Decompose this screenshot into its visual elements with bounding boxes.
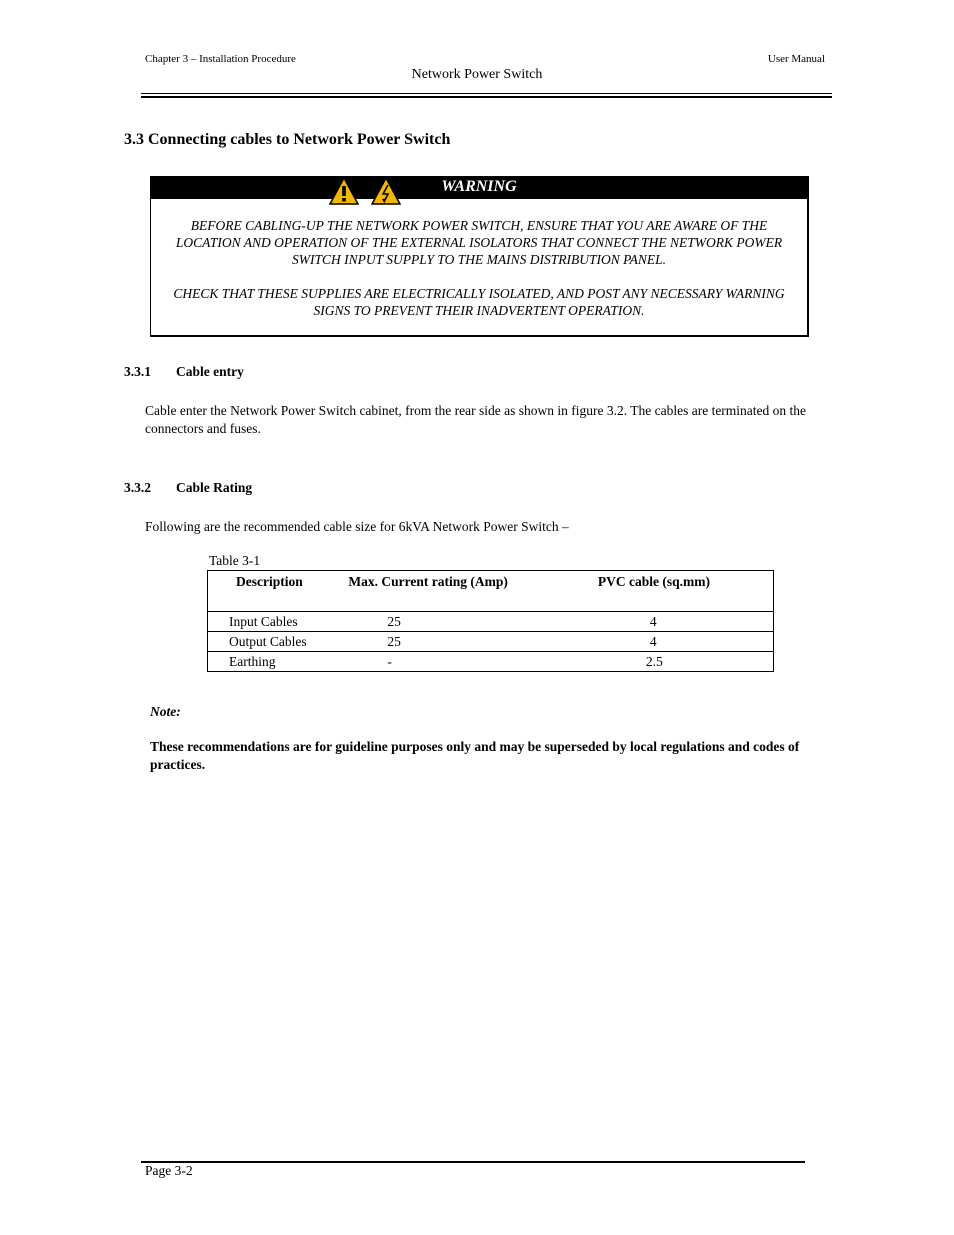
warning-paragraph-1: BEFORE CABLING-UP THE NETWORK POWER SWITCH, ENSURE THAT YOU ARE AWARE OF THE LOCATION AND OPERATION OF THE EXTERNAL ISOLATORS THAT CONNECT THE NETWORK POWER SWITCH INPUT SUPPLY TO THE MAINS DISTRIBUTION PANEL. xyxy=(175,218,783,267)
table-cell-current: 25 xyxy=(335,612,515,632)
subsection-2-body: Following are the recommended cable size for 6kVA Network Power Switch – xyxy=(145,519,569,534)
table-row xyxy=(208,612,774,632)
footer-rule xyxy=(141,1161,805,1163)
table-cell-description: Input Cables xyxy=(208,612,336,632)
header-rule-thin xyxy=(141,93,832,94)
header-rule-thick xyxy=(141,96,832,98)
cable-rating-table xyxy=(207,570,774,672)
warning-label: WARNING xyxy=(441,178,517,195)
section-title: 3.3 Connecting cables to Network Power Switch xyxy=(124,131,451,148)
table-cell-current: 25 xyxy=(335,632,515,652)
note-label: Note: xyxy=(150,704,181,719)
table-row xyxy=(208,652,774,672)
table-caption: Table 3-1 xyxy=(209,553,261,568)
table-row xyxy=(208,632,774,652)
subsection-1-number: 3.3.1 xyxy=(124,364,151,379)
footer-page-number: Page 3-2 xyxy=(145,1163,193,1178)
table-cell-description: Output Cables xyxy=(208,632,336,652)
table-cell-description: Earthing xyxy=(208,652,336,672)
warning-paragraph-2: CHECK THAT THESE SUPPLIES ARE ELECTRICALLY ISOLATED, AND POST ANY NECESSARY WARNING SIGNS TO PREVENT THEIR INADVERTENT OPERATION. xyxy=(173,286,785,318)
header-product: Network Power Switch xyxy=(411,67,543,82)
table-cell-current: - xyxy=(335,652,515,672)
table-cell-pvc: 2.5 xyxy=(515,652,774,672)
subsection-1-body: Cable enter the Network Power Switch cabinet, from the rear side as shown in figure 3.2. The cables are terminated on the connectors and fuses. xyxy=(145,403,807,436)
subsection-1-title: Cable entry xyxy=(176,364,244,379)
table-cell-pvc: 4 xyxy=(515,612,774,632)
header-manual: User Manual xyxy=(767,53,825,65)
table-header-pvc: PVC cable (sq.mm) xyxy=(515,571,774,612)
table-header-row xyxy=(208,571,774,612)
table-header-current: Max. Current rating (Amp) xyxy=(335,571,515,612)
warning-box xyxy=(150,176,809,337)
warning-header-bar xyxy=(151,177,807,199)
subsection-2-number: 3.3.2 xyxy=(124,480,151,495)
subsection-2-title: Cable Rating xyxy=(176,480,253,495)
note-text: These recommendations are for guideline purposes only and may be superseded by local regulations and codes of practices. xyxy=(150,739,800,772)
header-chapter: Chapter 3 – Installation Procedure xyxy=(145,53,296,65)
table-header-description: Description xyxy=(208,571,336,612)
table-cell-pvc: 4 xyxy=(515,632,774,652)
